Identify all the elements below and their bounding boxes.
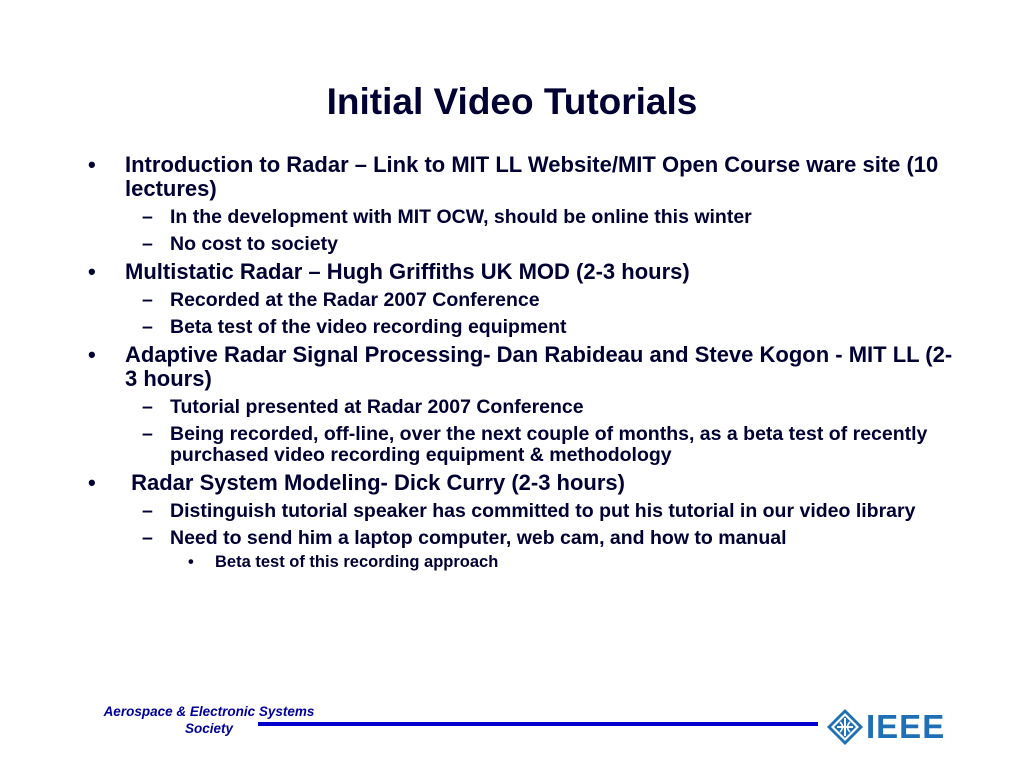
sub-sub-bullet-item [86, 553, 956, 572]
sub-bullet-text: Beta test of the video recording equipment [170, 316, 567, 338]
bullet-text: Radar System Modeling- Dick Curry (2-3 hours) [125, 470, 625, 495]
sub-bullet-item [86, 397, 956, 418]
bullet-marker: • [88, 470, 96, 495]
sub-bullet-item [86, 234, 956, 255]
ieee-logo-text: IEEE [866, 708, 946, 745]
footer-society-name [78, 703, 340, 737]
sub-sub-bullet-text: Beta test of this recording approach [215, 553, 499, 571]
society-line-1: Aerospace & Electronic Systems [103, 704, 315, 719]
dash-marker: – [142, 316, 153, 338]
sub-bullet-item [86, 207, 956, 228]
bullet-marker: • [88, 342, 96, 367]
footer-divider [258, 722, 818, 726]
sub-bullet-text: Recorded at the Radar 2007 Conference [170, 289, 540, 311]
sub-bullet-item [86, 317, 956, 338]
dash-marker: – [142, 206, 153, 228]
bullet-marker: • [88, 259, 96, 284]
ieee-logo [826, 706, 956, 748]
sub-bullet-text: In the development with MIT OCW, should be online this winter [170, 206, 752, 228]
dash-marker: – [142, 233, 153, 255]
bullet-marker: • [188, 553, 194, 571]
ieee-diamond-icon [826, 708, 864, 746]
dash-marker: – [142, 289, 153, 311]
bullet-item [86, 260, 956, 284]
dash-marker: – [142, 423, 153, 445]
sub-bullet-text: Distinguish tutorial speaker has committed to put his tutorial in our video library [170, 500, 916, 522]
sub-bullet-item [86, 501, 956, 522]
sub-bullet-text: No cost to society [170, 233, 338, 255]
slide-title: Initial Video Tutorials [326, 81, 698, 122]
sub-bullet-item [86, 424, 956, 466]
bullet-text: Introduction to Radar – Link to MIT LL Website/MIT Open Course ware site (10 lectures) [125, 152, 939, 201]
dash-marker: – [142, 396, 153, 418]
society-line-2: Society [184, 721, 234, 736]
sub-bullet-item [86, 290, 956, 311]
bullet-text: Adaptive Radar Signal Processing- Dan Rabideau and Steve Kogon - MIT LL (2-3 hours) [125, 342, 953, 391]
bullet-marker: • [88, 152, 96, 177]
sub-bullet-text: Being recorded, off-line, over the next couple of months, as a beta test of recently purchased video recording equipment & methodology [170, 423, 928, 466]
bullet-item [86, 153, 956, 201]
bullet-item [86, 471, 956, 495]
sub-bullet-text: Need to send him a laptop computer, web cam, and how to manual [170, 527, 787, 549]
dash-marker: – [142, 527, 153, 549]
sub-bullet-text: Tutorial presented at Radar 2007 Conference [170, 396, 584, 418]
slide-content [86, 148, 956, 572]
bullet-item [86, 343, 956, 391]
bullet-text: Multistatic Radar – Hugh Griffiths UK MOD (2-3 hours) [125, 259, 690, 284]
dash-marker: – [142, 500, 153, 522]
sub-bullet-item [86, 528, 956, 549]
